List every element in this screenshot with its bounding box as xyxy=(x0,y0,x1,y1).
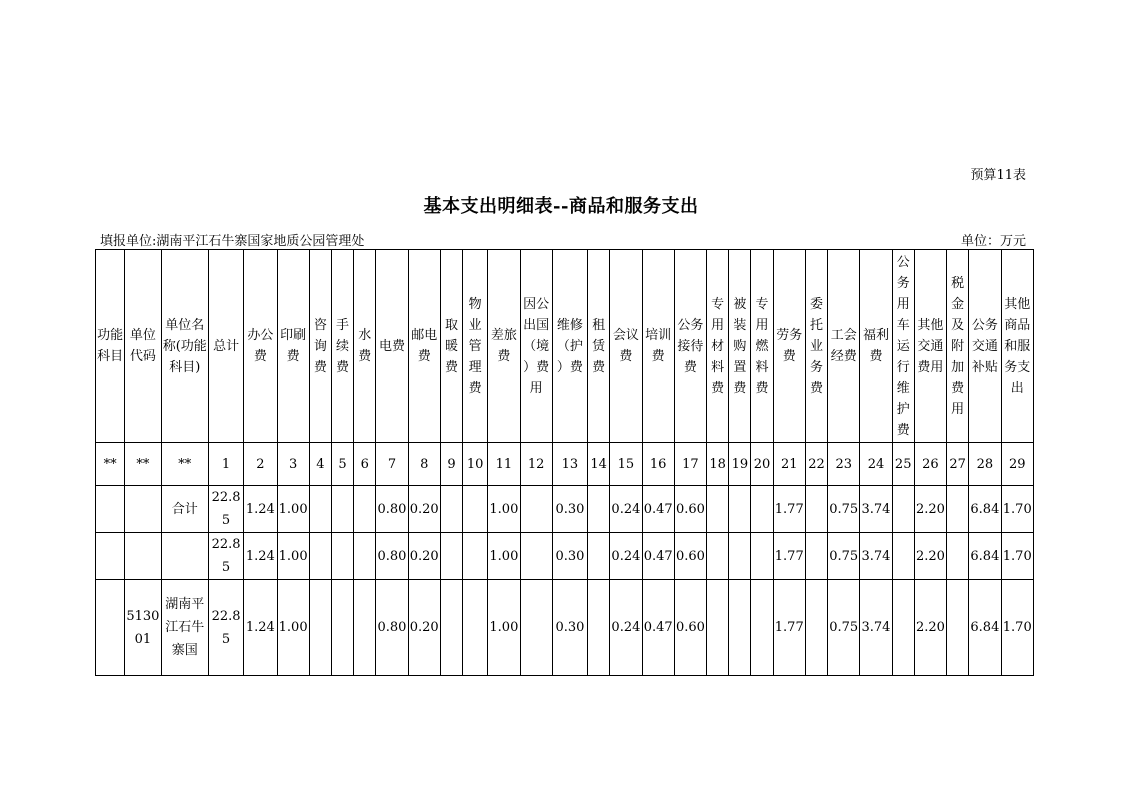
table-cell: 3 xyxy=(277,443,309,486)
table-cell: 0.20 xyxy=(408,533,440,580)
table-row xyxy=(96,486,1034,533)
table-cell: 1.77 xyxy=(773,533,805,580)
table-cell: 22.85 xyxy=(208,486,243,533)
table-cell: 11 xyxy=(488,443,520,486)
table-cell: 0.30 xyxy=(552,486,587,533)
table-cell: 15 xyxy=(610,443,642,486)
table-cell: 0.60 xyxy=(674,486,706,533)
table-cell: 0.20 xyxy=(408,486,440,533)
table-cell: 5 xyxy=(331,443,353,486)
table-cell xyxy=(805,486,827,533)
table-cell: 1.00 xyxy=(277,486,309,533)
table-cell: 1.24 xyxy=(244,486,277,533)
table-cell: 湖南平江石牛寨国 xyxy=(161,580,208,676)
table-cell: 13 xyxy=(552,443,587,486)
table-cell: 1.70 xyxy=(1001,580,1033,676)
column-header: 邮电费 xyxy=(408,250,440,443)
table-cell xyxy=(309,486,331,533)
table-cell: 3.74 xyxy=(860,580,892,676)
table-cell: 0.75 xyxy=(828,580,860,676)
table-cell: 1.00 xyxy=(488,580,520,676)
table-cell xyxy=(463,533,488,580)
table-cell: 1.70 xyxy=(1001,486,1033,533)
table-cell: ** xyxy=(161,443,208,486)
column-header: 单位代码 xyxy=(125,250,161,443)
table-cell: 6.84 xyxy=(969,580,1001,676)
table-cell: 0.60 xyxy=(674,580,706,676)
table-cell: 1.00 xyxy=(488,533,520,580)
column-header: 总计 xyxy=(208,250,243,443)
table-cell: 6.84 xyxy=(969,533,1001,580)
table-cell: 23 xyxy=(828,443,860,486)
table-cell: 25 xyxy=(892,443,914,486)
table-cell: 0.30 xyxy=(552,533,587,580)
table-cell: 0.47 xyxy=(642,580,674,676)
table-cell: 18 xyxy=(707,443,729,486)
column-header: 税金及附加费用 xyxy=(947,250,969,443)
table-cell: 9 xyxy=(440,443,462,486)
table-cell xyxy=(588,580,610,676)
column-header: 水费 xyxy=(354,250,376,443)
column-header: 取暖费 xyxy=(440,250,462,443)
table-cell: 1.70 xyxy=(1001,533,1033,580)
column-header: 公务用车运行维护费 xyxy=(892,250,914,443)
table-cell xyxy=(520,486,552,533)
table-cell xyxy=(751,580,773,676)
table-cell xyxy=(96,486,125,533)
table-cell: 6.84 xyxy=(969,486,1001,533)
table-cell: 2.20 xyxy=(914,580,946,676)
table-cell xyxy=(354,580,376,676)
table-cell: 1 xyxy=(208,443,243,486)
money-unit: 单位：万元 xyxy=(960,234,1026,249)
table-cell xyxy=(96,533,125,580)
table-cell: 12 xyxy=(520,443,552,486)
table-cell: 0.80 xyxy=(376,486,408,533)
table-cell: 3.74 xyxy=(860,486,892,533)
column-header: 专用材料费 xyxy=(707,250,729,443)
header-row xyxy=(96,250,1034,443)
table-cell: 0.60 xyxy=(674,533,706,580)
table-cell xyxy=(331,580,353,676)
table-cell xyxy=(707,580,729,676)
table-cell: 0.47 xyxy=(642,486,674,533)
table-row xyxy=(96,533,1034,580)
table-cell: 14 xyxy=(588,443,610,486)
table-cell: 1.00 xyxy=(277,533,309,580)
table-cell: 0.30 xyxy=(552,580,587,676)
column-header: 公务交通补贴 xyxy=(969,250,1001,443)
table-cell xyxy=(805,580,827,676)
table-cell: 21 xyxy=(773,443,805,486)
table-cell: 22.85 xyxy=(208,533,243,580)
table-cell xyxy=(588,533,610,580)
table-cell xyxy=(125,533,161,580)
table-cell: 27 xyxy=(947,443,969,486)
column-header: 物业管理费 xyxy=(463,250,488,443)
table-cell xyxy=(805,533,827,580)
table-cell xyxy=(331,533,353,580)
table-cell xyxy=(463,580,488,676)
table-cell: 10 xyxy=(463,443,488,486)
table-cell: 22 xyxy=(805,443,827,486)
column-header: 租赁费 xyxy=(588,250,610,443)
table-cell xyxy=(729,580,751,676)
table-cell: 7 xyxy=(376,443,408,486)
table-cell xyxy=(947,486,969,533)
table-cell xyxy=(520,580,552,676)
table-cell: 0.80 xyxy=(376,533,408,580)
table-cell xyxy=(125,486,161,533)
table-cell: 2.20 xyxy=(914,533,946,580)
table-cell xyxy=(161,533,208,580)
table-cell: 0.24 xyxy=(610,533,642,580)
table-cell xyxy=(892,533,914,580)
table-cell: 1.24 xyxy=(244,533,277,580)
table-cell xyxy=(751,486,773,533)
column-header: 电费 xyxy=(376,250,408,443)
table-cell xyxy=(520,533,552,580)
table-cell: 2 xyxy=(244,443,277,486)
column-header: 其他商品和服务支出 xyxy=(1001,250,1033,443)
column-header: 维修（护）费 xyxy=(552,250,587,443)
table-cell: 17 xyxy=(674,443,706,486)
table-cell: 513001 xyxy=(125,580,161,676)
table-cell: 1.24 xyxy=(244,580,277,676)
table-cell xyxy=(440,533,462,580)
column-header: 差旅费 xyxy=(488,250,520,443)
table-cell: 1.77 xyxy=(773,580,805,676)
table-cell xyxy=(354,533,376,580)
table-cell xyxy=(751,533,773,580)
column-header: 因公出国（境）费用 xyxy=(520,250,552,443)
table-cell: 0.24 xyxy=(610,580,642,676)
table-cell: 28 xyxy=(969,443,1001,486)
table-cell: 1.00 xyxy=(277,580,309,676)
column-header: 委托业务费 xyxy=(805,250,827,443)
table-cell xyxy=(729,533,751,580)
table-cell: 29 xyxy=(1001,443,1033,486)
column-header: 会议费 xyxy=(610,250,642,443)
table-cell: 22.85 xyxy=(208,580,243,676)
table-cell: 0.80 xyxy=(376,580,408,676)
table-cell: 4 xyxy=(309,443,331,486)
column-header: 公务接待费 xyxy=(674,250,706,443)
table-cell xyxy=(440,580,462,676)
column-header: 工会经费 xyxy=(828,250,860,443)
column-header: 印刷费 xyxy=(277,250,309,443)
table-cell xyxy=(309,533,331,580)
table-cell xyxy=(354,486,376,533)
expense-table xyxy=(95,249,1034,676)
column-header: 专用燃料费 xyxy=(751,250,773,443)
table-cell xyxy=(588,486,610,533)
column-header: 办公费 xyxy=(244,250,277,443)
table-cell xyxy=(947,533,969,580)
table-cell: 0.47 xyxy=(642,533,674,580)
table-cell: 26 xyxy=(914,443,946,486)
table-cell xyxy=(892,580,914,676)
form-number: 预算11表 xyxy=(970,168,1026,183)
table-cell xyxy=(707,486,729,533)
table-cell: 19 xyxy=(729,443,751,486)
table-cell xyxy=(96,580,125,676)
table-cell: 24 xyxy=(860,443,892,486)
column-header: 被装购置费 xyxy=(729,250,751,443)
table-cell: 0.20 xyxy=(408,580,440,676)
table-cell xyxy=(309,580,331,676)
table-cell: 合计 xyxy=(161,486,208,533)
column-header: 功能科目 xyxy=(96,250,125,443)
table-cell xyxy=(729,486,751,533)
table-cell xyxy=(707,533,729,580)
table-cell: 8 xyxy=(408,443,440,486)
page-title: 基本支出明细表--商品和服务支出 xyxy=(423,196,699,217)
fill-unit: 填报单位:湖南平江石牛寨国家地质公园管理处 xyxy=(100,234,365,249)
table-cell xyxy=(892,486,914,533)
table-cell: 1.77 xyxy=(773,486,805,533)
table-row xyxy=(96,580,1034,676)
column-header: 咨询费 xyxy=(309,250,331,443)
column-header: 手续费 xyxy=(331,250,353,443)
table-cell xyxy=(440,486,462,533)
column-header: 福利费 xyxy=(860,250,892,443)
column-header: 其他交通费用 xyxy=(914,250,946,443)
table-cell xyxy=(947,580,969,676)
table-cell: 20 xyxy=(751,443,773,486)
table-cell: 0.75 xyxy=(828,533,860,580)
table-cell: 3.74 xyxy=(860,533,892,580)
table-cell: ** xyxy=(125,443,161,486)
table-cell: 0.75 xyxy=(828,486,860,533)
index-row xyxy=(96,443,1034,486)
column-header: 培训费 xyxy=(642,250,674,443)
table-cell: ** xyxy=(96,443,125,486)
column-header: 单位名称(功能科目) xyxy=(161,250,208,443)
table-cell xyxy=(463,486,488,533)
table-cell: 16 xyxy=(642,443,674,486)
table-cell: 0.24 xyxy=(610,486,642,533)
table-cell: 6 xyxy=(354,443,376,486)
table-cell xyxy=(331,486,353,533)
table-cell: 1.00 xyxy=(488,486,520,533)
column-header: 劳务费 xyxy=(773,250,805,443)
table-cell: 2.20 xyxy=(914,486,946,533)
